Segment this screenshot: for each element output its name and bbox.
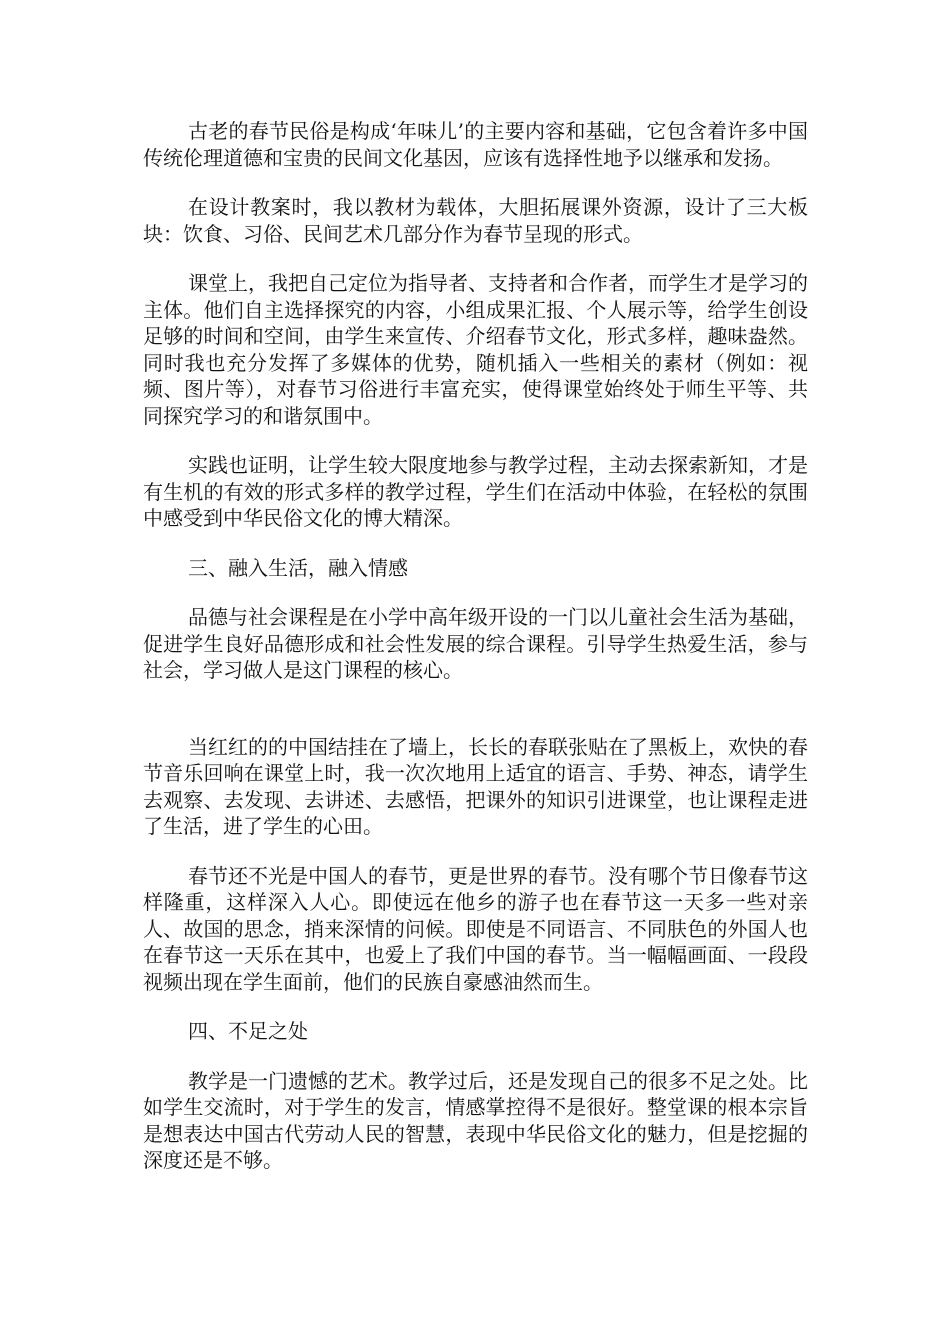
paragraph-shortcomings: 教学是一门遗憾的艺术。教学过后，还是发现自己的很多不足之处。比如学生交流时，对于学生的发言，情感掌控得不是很好。整堂课的根本宗旨是想表达中国古代劳动人民的智慧，表现中华民俗文化的魅力，但是挖掘的深度还是不够。 [143,1068,808,1172]
paragraph-classroom-role: 课堂上，我把自己定位为指导者、支持者和合作者，而学生才是学习的主体。他们自主选择探究的内容，小组成果汇报、个人展示等，给学生创设足够的时间和空间，由学生来宣传、介绍春节文化，形式多样，趣味盎然。同时我也充分发挥了多媒体的优势，随机插入一些相关的素材（例如：视频、图片等），对春节习俗进行丰富充实，使得课堂始终处于师生平等、共同探究学习的和谐氛围中。 [143,271,808,428]
section-heading-4: 四、不足之处 [188,1019,308,1043]
section-heading-3: 三、融入生活，融入情感 [188,555,408,580]
paragraph-spring-festival-customs: 古老的春节民俗是构成‘年味儿’的主要内容和基础，它包含着许多中国传统伦理道德和宝贵的民间文化基因，应该有选择性地予以继承和发扬。 [143,119,808,170]
paragraph-classroom-atmosphere: 当红红的的中国结挂在了墙上，长长的春联张贴在了黑板上，欢快的春节音乐回响在课堂上时，我一次次地用上适宜的语言、手势、神态，请学生去观察、去发现、去讲述、去感悟，把课外的知识引进课堂，也让课程走进了生活，进了学生的心田。 [143,734,808,838]
document-body [143,118,808,1174]
paragraph-world-festival: 春节还不光是中国人的春节，更是世界的春节。没有哪个节日像春节这样隆重，这样深入人心。即使远在他乡的游子也在春节这一天多一些对亲人、故国的思念，捎来深情的问候。即使是不同语言、不同肤色的外国人也在春节这一天乐在其中，也爱上了我们中国的春节。当一幅幅画面、一段段视频出现在学生面前，他们的民族自豪感油然而生。 [143,863,808,994]
paragraph-practice-proof: 实践也证明，让学生较大限度地参与教学过程，主动去探索新知，才是有生机的有效的形式多样的教学过程，学生们在活动中体验，在轻松的氛围中感受到中华民俗文化的博大精深。 [143,453,808,530]
paragraph-course-description: 品德与社会课程是在小学中高年级开设的一门以儿童社会生活为基础，促进学生良好品德形成和社会性发展的综合课程。引导学生热爱生活，参与社会，学习做人是这门课程的核心。 [143,605,808,682]
paragraph-lesson-design: 在设计教案时，我以教材为载体，大胆拓展课外资源，设计了三大板块：饮食、习俗、民间艺术几部分作为春节呈现的形式。 [143,195,808,246]
